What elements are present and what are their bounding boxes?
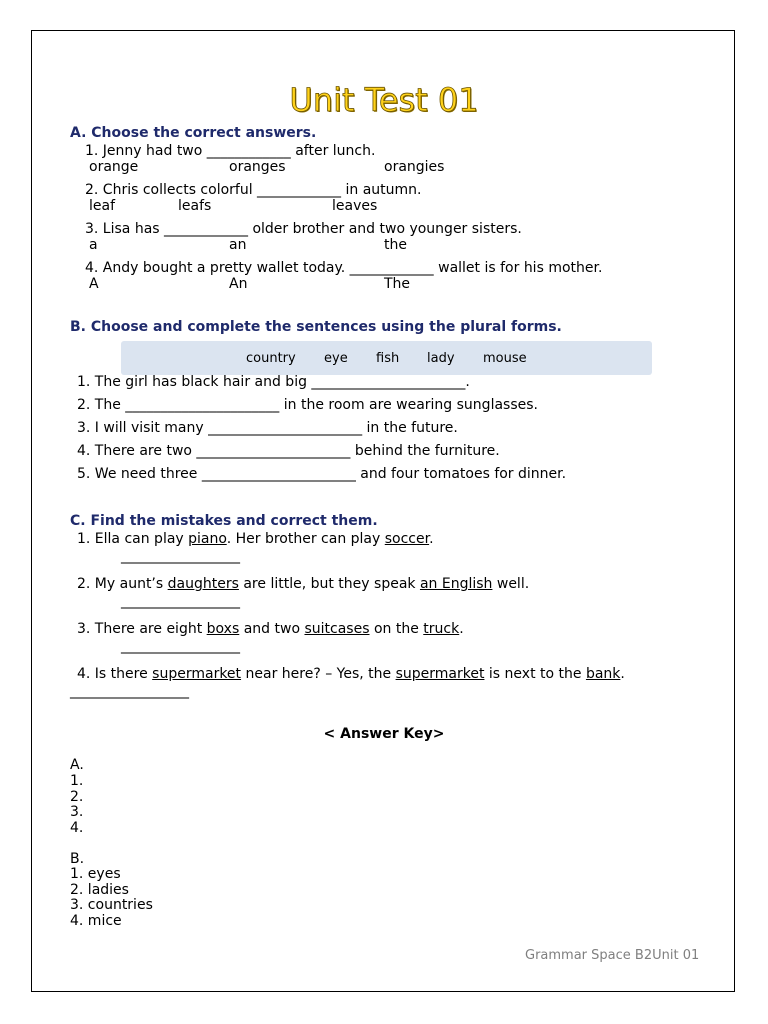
question-a1: 1. Jenny had two ____________ after lunch. (85, 143, 376, 159)
answer-key-a-line: 2. (70, 789, 84, 805)
option-a3-2: an (229, 237, 247, 253)
question-c3: 3. There are eight boxs and two suitcases on the truck. (77, 621, 464, 637)
option-a4-2: An (229, 276, 248, 292)
option-a1-2: oranges (229, 159, 286, 175)
option-a4-1: A (89, 276, 99, 292)
option-a3-3: the (384, 237, 407, 253)
section-a-heading: A. Choose the correct answers. (70, 125, 317, 141)
question-a4: 4. Andy bought a pretty wallet today. ____________ wallet is for his mother. (85, 260, 603, 276)
answer-blank: _________________ (70, 683, 189, 699)
question-c1: 1. Ella can play piano. Her brother can play soccer. (77, 531, 434, 547)
word-bank-item: mouse (483, 351, 527, 366)
option-a2-3: leaves (332, 198, 378, 214)
underlined-word: an English (419, 576, 493, 592)
answer-key-b-line: 1. eyes (70, 866, 121, 882)
underlined-word: supermarket (395, 666, 485, 682)
question-c4: 4. Is there supermarket near here? – Yes, the supermarket is next to the bank. (77, 666, 625, 682)
answer-key-b-line: 2. ladies (70, 882, 129, 898)
sentence-b2: 2. The ______________________ in the room are wearing sunglasses. (77, 397, 538, 413)
answer-key-a-line: 1. (70, 773, 84, 789)
answer-blank: _________________ (121, 548, 240, 564)
word-bank-item: eye (324, 351, 348, 366)
underlined-word: soccer (384, 531, 430, 547)
word-bank-item: lady (427, 351, 455, 366)
answer-key-b-line: 3. countries (70, 897, 153, 913)
word-bank (121, 341, 652, 375)
option-a3-1: a (89, 237, 98, 253)
section-c-heading: C. Find the mistakes and correct them. (70, 513, 378, 529)
question-a2: 2. Chris collects colorful ____________ in autumn. (85, 182, 422, 198)
word-bank-item: fish (376, 351, 400, 366)
underlined-word: boxs (206, 621, 240, 637)
option-a4-3: The (384, 276, 411, 292)
answer-key-a-label: A. (70, 757, 84, 773)
sentence-b1: 1. The girl has black hair and big ______________________. (77, 374, 470, 390)
sentence-b5: 5. We need three ______________________ and four tomatoes for dinner. (77, 466, 567, 482)
page-footer: Grammar Space B2Unit 01 (525, 948, 700, 963)
word-bank-item: country (246, 351, 296, 366)
option-a2-2: leafs (178, 198, 212, 214)
sentence-b3: 3. I will visit many ______________________ in the future. (77, 420, 458, 436)
underlined-word: suitcases (304, 621, 370, 637)
question-c2: 2. My aunt’s daughters are little, but they speak an English well. (77, 576, 530, 592)
answer-blank: _________________ (121, 593, 240, 609)
option-a1-1: orange (89, 159, 139, 175)
worksheet-page (31, 30, 735, 992)
question-a3: 3. Lisa has ____________ older brother and two younger sisters. (85, 221, 522, 237)
section-b-heading: B. Choose and complete the sentences using the plural forms. (70, 319, 562, 335)
sentence-b4: 4. There are two ______________________ behind the furniture. (77, 443, 500, 459)
option-a2-1: leaf (89, 198, 116, 214)
underlined-word: piano (188, 531, 227, 547)
underlined-word: daughters (167, 576, 239, 592)
answer-key-a-line: 4. (70, 820, 84, 836)
answer-key-b-line: 4. mice (70, 913, 122, 929)
answer-key-b-label: B. (70, 851, 85, 867)
page-title: Unit Test 01 (289, 81, 479, 119)
underlined-word: supermarket (152, 666, 242, 682)
answer-key-heading: < Answer Key> (323, 726, 445, 742)
option-a1-3: orangies (384, 159, 445, 175)
answer-blank: _________________ (121, 638, 240, 654)
underlined-word: bank (585, 666, 621, 682)
answer-key-a-line: 3. (70, 804, 84, 820)
underlined-word: truck (423, 621, 460, 637)
